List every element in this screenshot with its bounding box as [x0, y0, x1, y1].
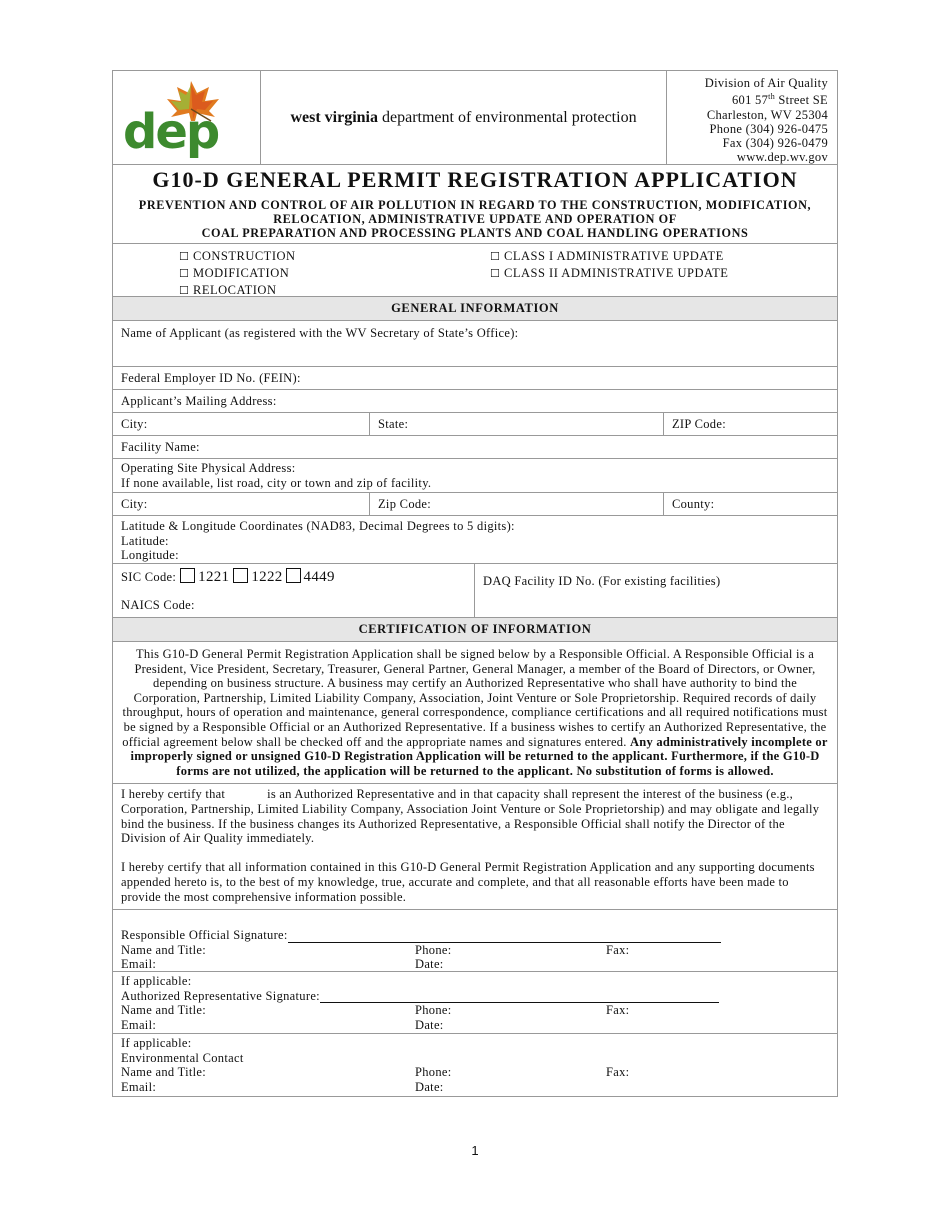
sic-naics-cell — [113, 564, 475, 617]
form-subtitle — [123, 198, 827, 240]
checkbox-construction[interactable]: ☐ CONSTRUCTION — [179, 249, 296, 263]
subtitle-line: RELOCATION, ADMINISTRATIVE UPDATE AND OPERATION OF — [273, 212, 677, 226]
site-address-note: If none available, list road, city or town and zip of facility. — [121, 475, 432, 490]
application-form — [112, 70, 838, 1097]
city-zip-county-row — [113, 493, 837, 516]
mailing-address-field[interactable]: Applicant’s Mailing Address: — [113, 390, 837, 413]
page-number: 1 — [471, 1143, 479, 1158]
zip-field[interactable]: ZIP Code: — [672, 417, 726, 431]
fein-field[interactable]: Federal Employer ID No. (FEIN): — [113, 367, 837, 390]
city-state-zip-row — [113, 413, 837, 436]
checkbox-class-i-update[interactable]: ☐ CLASS I ADMINISTRATIVE UPDATE — [490, 249, 724, 263]
ec-name-title[interactable]: Name and Title: — [121, 1065, 207, 1080]
site-address-field[interactable] — [113, 459, 837, 493]
ar-fax[interactable]: Fax: — [606, 1003, 630, 1018]
contact-address — [667, 71, 837, 164]
logo-text: dep — [123, 104, 219, 160]
latitude-label: Latitude: — [121, 533, 169, 548]
certification-instructions: This G10-D General Permit Registration Application shall be signed below by a Responsible Official. A Responsible Official is a President, Vice President, Secretary, Treasurer, General Partner, General Manager, a member of the Board of Directors, or Owner, depending on business structure. A business may certify an Authorized Representative who shall have authority to bind the Corporation, Partnership, Limited Liability Company, Association, Joint Venture or Sole Proprietorship. Required records of daily throughput, hours of operation and maintenance, general correspondence, compliance certifications and all required notifications must be signed by a Responsible Official or an Authorized Representative. If a business wishes to certify an Authorized Representative, the official agreement below shall be checked off and the appropriate names and signatures entered. Any administratively incomplete or improperly signed or unsigned G10-D Registration Application will be returned to the applicant. Furthermore, if the G10-D forms are not utilized, the application will be returned to the applicant. No substitution of forms is allowed. — [113, 642, 837, 784]
daq-facility-id-field[interactable]: DAQ Facility ID No. (For existing facilities) — [483, 574, 721, 588]
address-line: Phone (304) 926-0475 — [709, 121, 828, 136]
naics-code-field[interactable]: NAICS Code: — [121, 598, 195, 612]
sic-checkbox-1222[interactable] — [233, 568, 248, 583]
application-type-checkboxes — [113, 244, 837, 297]
ec-date[interactable]: Date: — [415, 1079, 444, 1094]
certification-heading: CERTIFICATION OF INFORMATION — [113, 618, 837, 642]
if-applicable-label: If applicable: — [121, 1036, 192, 1051]
checkbox-class-ii-update[interactable]: ☐ CLASS II ADMINISTRATIVE UPDATE — [490, 266, 729, 280]
title-block — [113, 165, 837, 244]
ar-email[interactable]: Email: — [121, 1017, 157, 1032]
ro-email[interactable]: Email: — [121, 957, 157, 972]
checkbox-group-right — [490, 248, 728, 282]
accuracy-statement: I hereby certify that all information contained in this G10-D General Permit Registration Application and any supporting documents appended hereto is, to the best of my knowledge, true, accurate and complete, and that all reasonable efforts have been made to provide the most comprehensive information possible. — [121, 860, 815, 904]
city-field[interactable]: City: — [113, 413, 370, 435]
dept-name-rest: department of environmental protection — [377, 108, 637, 126]
if-applicable-label: If applicable: — [121, 974, 192, 989]
site-city-field[interactable]: City: — [113, 493, 370, 515]
environmental-contact-block — [113, 1034, 837, 1096]
ar-date[interactable]: Date: — [415, 1017, 444, 1032]
certification-statements — [113, 784, 837, 910]
coordinates-field[interactable] — [113, 516, 837, 564]
ro-date[interactable]: Date: — [415, 957, 444, 972]
applicant-name-field[interactable]: Name of Applicant (as registered with the WV Secretary of State’s Office): — [113, 321, 837, 367]
ar-phone[interactable]: Phone: — [415, 1003, 452, 1018]
site-address-label: Operating Site Physical Address: — [121, 461, 296, 475]
checkbox-relocation[interactable]: ☐ RELOCATION — [179, 283, 277, 297]
ro-fax[interactable]: Fax: — [606, 942, 630, 957]
ro-phone[interactable]: Phone: — [415, 942, 452, 957]
authorized-rep-block — [113, 972, 837, 1034]
department-name — [261, 71, 667, 164]
dep-logo — [113, 71, 261, 164]
sic-checkbox-4449[interactable] — [286, 568, 301, 583]
sic-label: SIC Code: — [121, 570, 177, 584]
authorized-signature-line[interactable]: Authorized Representative Signature: — [121, 989, 829, 1004]
ec-fax[interactable]: Fax: — [606, 1065, 630, 1080]
coordinates-label: Latitude & Longitude Coordinates (NAD83, Decimal Degrees to 5 digits): — [121, 519, 515, 533]
sic-checkbox-1221[interactable] — [180, 568, 195, 583]
ec-phone[interactable]: Phone: — [415, 1065, 452, 1080]
facility-name-field[interactable]: Facility Name: — [113, 436, 837, 459]
state-field[interactable]: State: — [370, 413, 664, 435]
subtitle-line: PREVENTION AND CONTROL OF AIR POLLUTION IN REGARD TO THE CONSTRUCTION, MODIFICATION, — [138, 198, 812, 212]
checkbox-modification[interactable]: ☐ MODIFICATION — [179, 266, 290, 280]
general-info-heading: GENERAL INFORMATION — [113, 297, 837, 321]
address-line: www.dep.wv.gov — [736, 150, 828, 165]
site-zip-field[interactable]: Zip Code: — [370, 493, 664, 515]
ec-email[interactable]: Email: — [121, 1079, 157, 1094]
authorized-rep-statement: I hereby certify that is an Authorized Representative and in that capacity shall represent the interest of the business (e.g., Corporation, Partnership, Limited Liability Company, Association Joint Venture or Sole Proprietorship) and may obligate and legally bind the business. If the business changes its Authorized Representative, a Responsible Official shall notify the Director of the Division of Air Quality immediately. — [121, 787, 820, 846]
ro-name-title[interactable]: Name and Title: — [121, 942, 207, 957]
dept-name-bold: west virginia — [290, 108, 378, 126]
sic-daq-row — [113, 564, 837, 618]
form-title: G10-D GENERAL PERMIT REGISTRATION APPLICATION — [152, 167, 798, 192]
ar-name-title[interactable]: Name and Title: — [121, 1003, 207, 1018]
subtitle-line: COAL PREPARATION AND PROCESSING PLANTS AND COAL HANDLING OPERATIONS — [201, 226, 749, 240]
checkbox-group-left — [179, 248, 296, 299]
responsible-signature-line[interactable]: Responsible Official Signature: — [121, 928, 829, 943]
sic-code-field: SIC Code: 1221 1222 4449 — [121, 569, 335, 585]
address-line: Division of Air Quality — [704, 76, 828, 90]
address-line: Fax (304) 926-0479 — [722, 135, 828, 150]
header — [113, 71, 837, 165]
county-field[interactable]: County: — [672, 497, 715, 511]
longitude-label: Longitude: — [121, 548, 179, 562]
address-line: 601 57th Street SE — [731, 92, 828, 108]
responsible-official-block — [113, 910, 837, 972]
environmental-contact-label: Environmental Contact — [121, 1050, 244, 1065]
address-line: Charleston, WV 25304 — [706, 107, 828, 122]
